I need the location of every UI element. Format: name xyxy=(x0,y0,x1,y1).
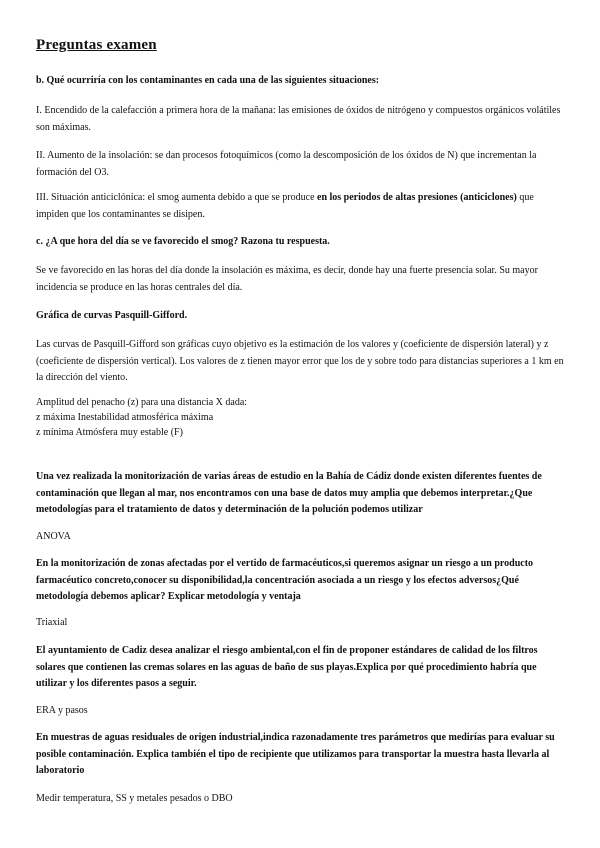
pasquill-text: Las curvas de Pasquill-Gifford son gráficas cuyo objetivo es la estimación de los valores y (coeficiente de dispersión lateral) y z (coeficiente de dispersión vertical). Los valores de z tienen mayor error que los de y sobre todo para distancias superiores a 1 km en la dirección del viento. xyxy=(36,339,564,383)
answer-c: Se ve favorecido en las horas del día donde la insolación es máxima, es decir, donde hay una fuerte presencia solar. Su mayor incidencia se produce en las horas centrales del día. xyxy=(36,265,538,293)
question-aguas-residuales: En muestras de aguas residuales de origen industrial,indica razonadamente tres parámetros que medirías para evaluar su posible contaminación. Explica también el tipo de recipiente que utilizamos para transportar la muestra hasta llevarla al laboratorio xyxy=(36,732,555,776)
question-farmaceuticos: En la monitorización de zonas afectadas por el vertido de farmacéuticos,si queremos asignar un riesgo a un producto farmacéutico concreto,conocer su disponibilidad,la concentración asociada a un riesgo y los efectos adversos¿Qué metodología debemos aplicar? Explicar metodología y ventaja xyxy=(36,558,534,602)
question-c: c. ¿A que hora del día se ve favorecido el smog? Razona tu respuesta. xyxy=(36,236,330,247)
answer-item-1: I. Encendido de la calefacción a primera hora de la mañana: las emisiones de óxidos de nitrógeno y compuestos orgánicos volátiles son máximas. xyxy=(36,105,561,133)
answer-item-3-text: III. Situación anticiclónica: el smog aumenta debido a que se produce xyxy=(36,192,318,203)
pasquill-heading: Gráfica de curvas Pasquill-Gifford. xyxy=(36,310,188,321)
answer-farmaceuticos: Triaxial xyxy=(36,617,68,628)
answer-item-3-end: que impiden que los contaminantes se disipen. xyxy=(36,192,534,220)
amplitud-line-1: Amplitud del penacho (z) para una distancia X dada: xyxy=(36,397,248,408)
amplitud-line-3: z mínima Atmósfera muy estable (F) xyxy=(36,427,183,438)
question-cadiz: Una vez realizada la monitorización de varias áreas de estudio en la Bahía de Cádiz donde existen diferentes fuentes de contaminación que llegan al mar, nos encontramos con una base de datos muy amplia que debemos interpretar.¿Que metodologías para el tratamiento de datos y determinación de la polución podemos utilizar xyxy=(36,471,542,515)
page-title: Preguntas examen xyxy=(36,37,157,53)
answer-aguas-residuales: Medir temperatura, SS y metales pesados o DBO xyxy=(36,793,233,804)
answer-ayuntamiento: ERA y pasos xyxy=(36,705,88,716)
answer-item-3 xyxy=(36,190,564,223)
question-b: b. Qué ocurriría con los contaminantes en cada una de las siguientes situaciones: xyxy=(36,75,380,86)
answer-cadiz: ANOVA xyxy=(36,531,71,542)
question-ayuntamiento: El ayuntamiento de Cadiz desea analizar el riesgo ambiental,con el fin de proponer estándares de calidad de los filtros solares que contienen las cremas solares en las aguas de baño de sus playas.Explica por qué procedimiento habría que utilizar y los diferentes pasos a seguir. xyxy=(36,645,538,689)
amplitud-line-2: z máxima Inestabilidad atmosférica máxima xyxy=(36,412,214,423)
answer-item-3-emphasis: en los periodos de altas presiones (anticiclones) xyxy=(317,192,517,203)
answer-item-2: II. Aumento de la insolación: se dan procesos fotoquímicos (como la descomposición de los óxidos de N) que incrementan la formación del O3. xyxy=(36,150,537,178)
